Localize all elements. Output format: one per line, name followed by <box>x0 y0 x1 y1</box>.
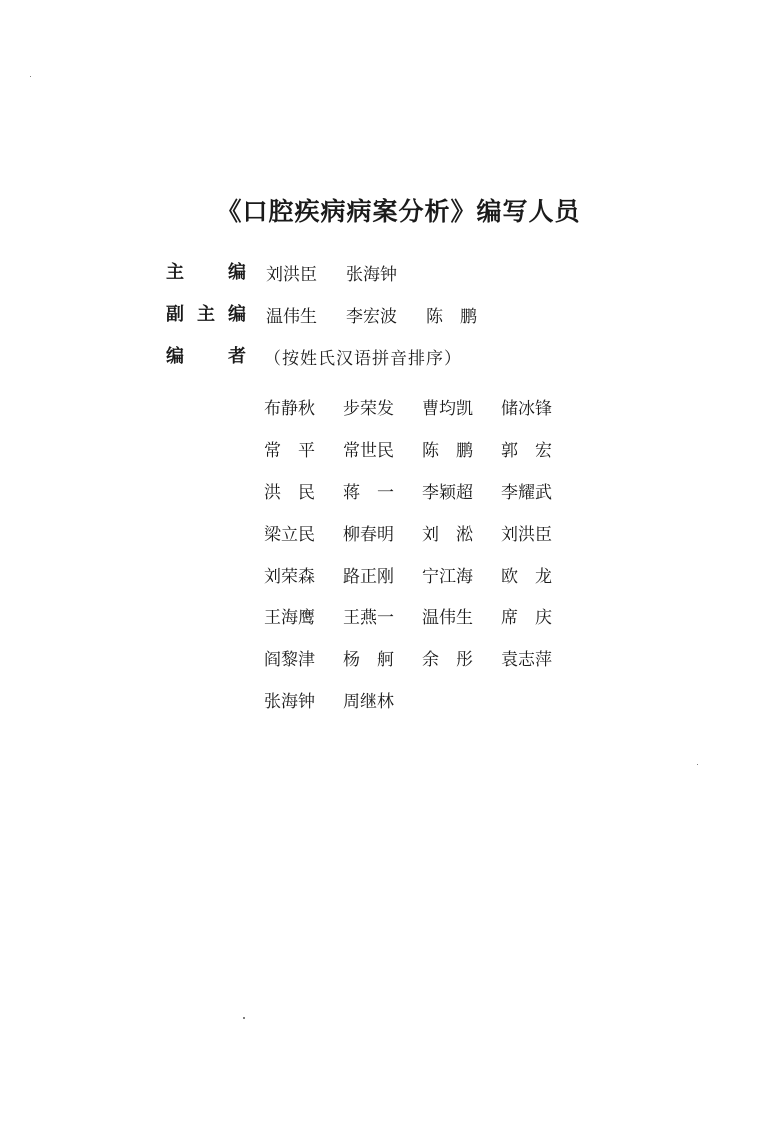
author-name: 李耀武 <box>501 482 552 503</box>
authors-row <box>264 428 580 470</box>
chief-editor-role <box>166 258 246 284</box>
author-name: 刘洪臣 <box>501 524 552 545</box>
author-name: 刘 淞 <box>422 524 473 545</box>
authors-row <box>264 386 580 428</box>
author-name: 路正刚 <box>343 566 394 587</box>
editor-name: 温伟生 <box>266 307 317 327</box>
author-name: 宁江海 <box>422 566 473 587</box>
sort-note: （按姓氏汉语拼音排序） <box>264 349 462 369</box>
author-name: 张海钟 <box>264 691 315 712</box>
authors-row <box>264 679 580 721</box>
author-name: 常世民 <box>343 441 394 462</box>
editor-name: 陈 鹏 <box>426 307 477 327</box>
chief-editor-names <box>266 260 397 285</box>
author-name: 周继林 <box>343 691 394 712</box>
author-name: 李颖超 <box>422 482 473 503</box>
author-name: 曹均凯 <box>422 399 473 420</box>
role-char: 副 <box>166 304 184 325</box>
role-char: 编 <box>166 346 184 367</box>
author-name: 梁立民 <box>264 524 315 545</box>
scan-speck <box>243 1017 245 1019</box>
authors-role <box>166 342 246 368</box>
authors-grid <box>264 386 580 720</box>
author-name: 柳春明 <box>343 524 394 545</box>
editor-name: 张海钟 <box>346 265 397 285</box>
author-name: 杨 舸 <box>343 650 394 671</box>
author-name: 王燕一 <box>343 608 394 629</box>
author-name: 阎黎津 <box>264 650 315 671</box>
authors-row <box>264 553 580 595</box>
scan-speck <box>697 764 698 765</box>
author-name: 布静秋 <box>264 399 315 420</box>
author-name: 刘荣森 <box>264 566 315 587</box>
author-name: 常 平 <box>264 441 315 462</box>
author-name: 王海鹰 <box>264 608 315 629</box>
editor-name: 李宏波 <box>346 307 397 327</box>
author-name: 郭 宏 <box>501 441 552 462</box>
role-char: 者 <box>228 346 246 367</box>
authors-row <box>264 470 580 512</box>
authors-row <box>264 511 580 553</box>
role-char: 编 <box>228 304 246 325</box>
authors-row <box>264 637 580 679</box>
deputy-editor-names <box>266 302 477 327</box>
authors-row <box>264 595 580 637</box>
author-name: 储冰锋 <box>501 399 552 420</box>
author-name: 温伟生 <box>422 608 473 629</box>
author-name: 蒋 一 <box>343 482 394 503</box>
author-name: 余 彤 <box>422 650 473 671</box>
scan-speck <box>30 76 31 77</box>
author-name: 席 庆 <box>501 608 552 629</box>
role-char: 编 <box>228 262 246 283</box>
author-name: 陈 鹏 <box>422 441 473 462</box>
editor-name: 刘洪臣 <box>266 265 317 285</box>
author-name: 步荣发 <box>343 399 394 420</box>
role-char: 主 <box>166 262 184 283</box>
author-name: 欧 龙 <box>501 566 552 587</box>
deputy-editor-role <box>166 300 246 326</box>
role-char: 主 <box>197 304 215 325</box>
author-name: 袁志萍 <box>501 650 552 671</box>
page-title: 《口腔疾病病案分析》编写人员 <box>216 197 581 226</box>
author-name: 洪 民 <box>264 482 315 503</box>
